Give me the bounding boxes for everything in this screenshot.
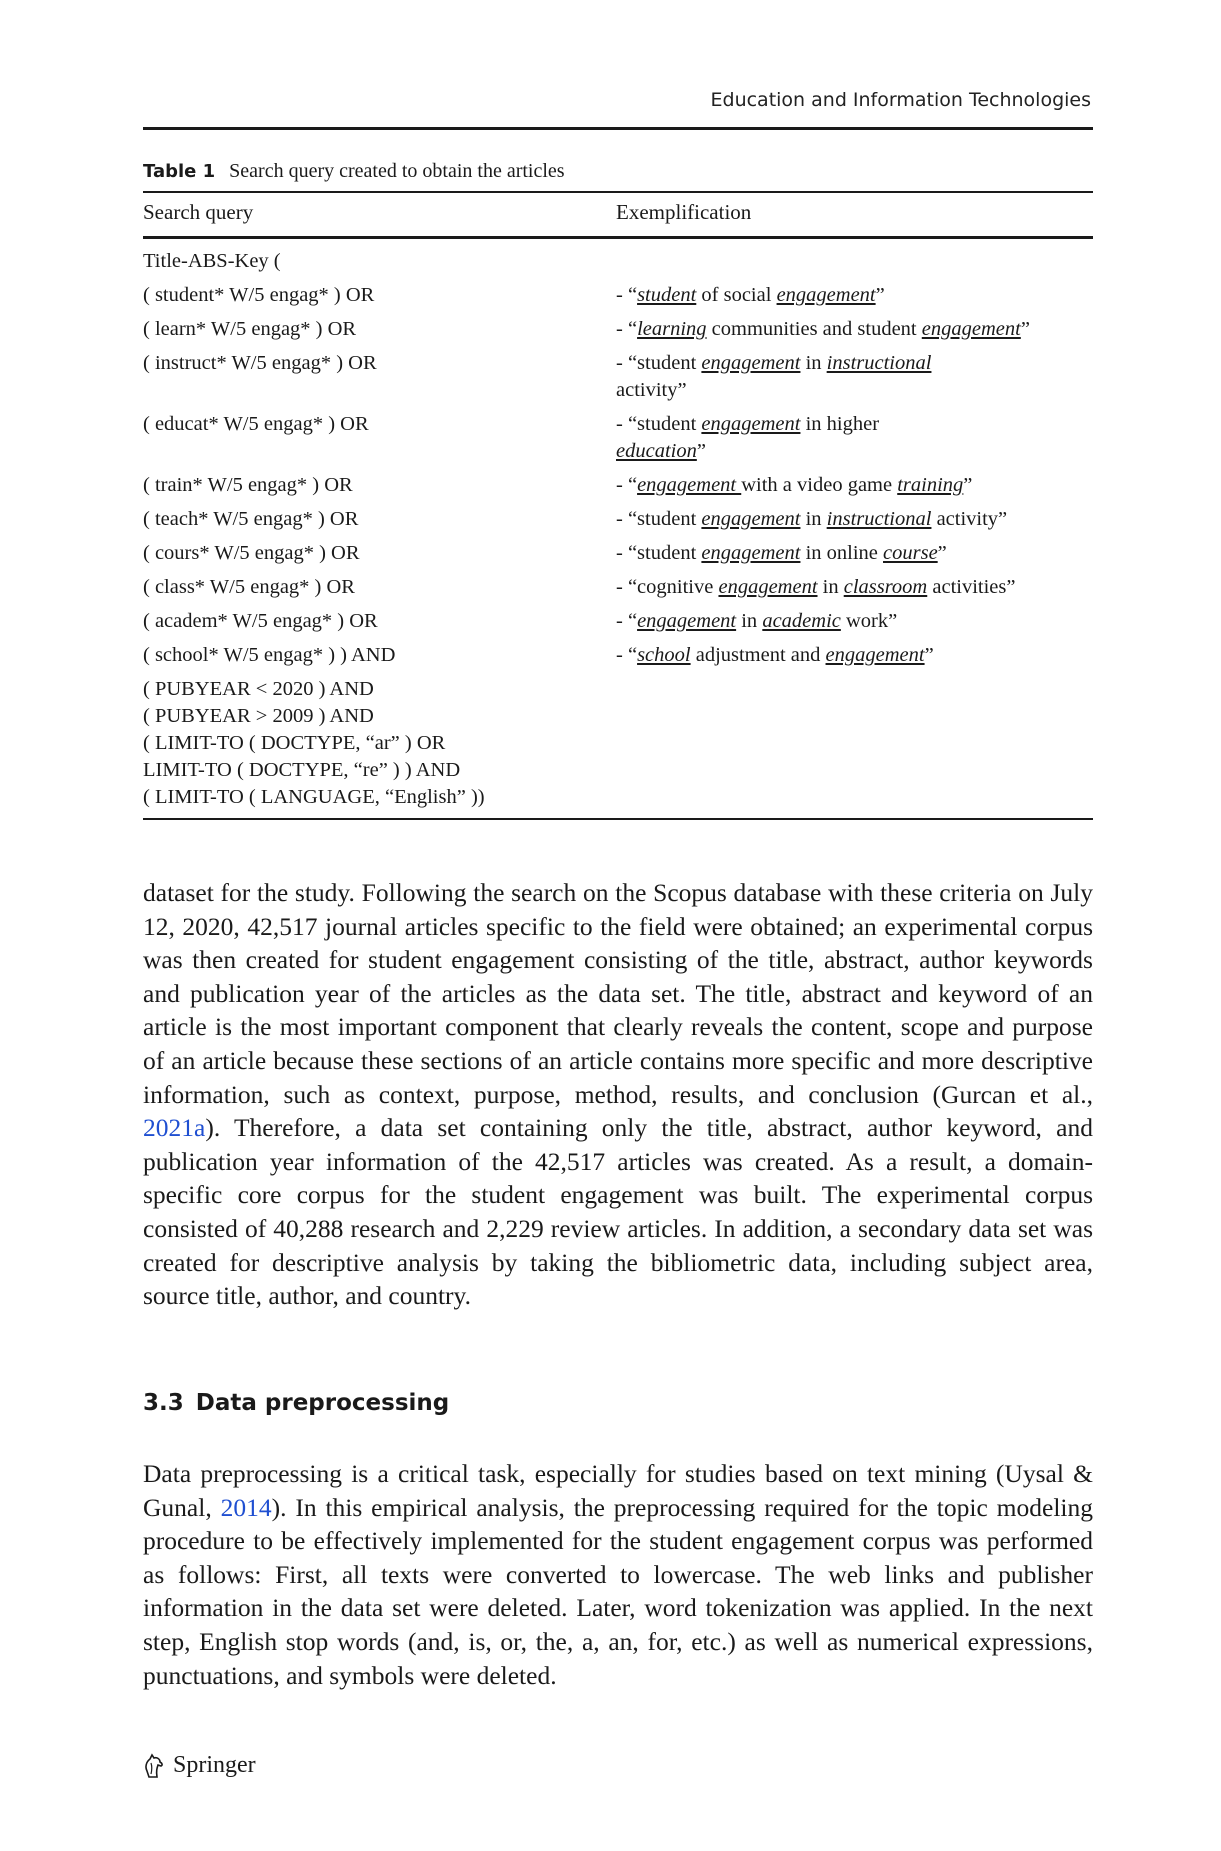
- springer-horse-icon: [143, 1753, 165, 1779]
- example-text: in: [736, 610, 763, 632]
- emphasized-term: engagement: [921, 318, 1021, 340]
- example-text: in: [800, 352, 827, 374]
- table-row: [143, 608, 1093, 635]
- example-text: - “student: [616, 508, 702, 530]
- table-row: [143, 248, 1093, 275]
- table-label: Table 1: [143, 161, 216, 182]
- search-query-cell: ( train* W/5 engag* ) OR: [143, 474, 353, 496]
- table-row: [143, 350, 1093, 404]
- paragraph-text: ). Therefore, a data set containing only the title, abstract, author keyword, and publication year information of the 42,517 articles was created. As a result, a domain-specific core corpus for the student engagement was built. The experimental corpus consisted of 40,288 research and 2,229 review articles. In addition, a secondary data set was created for descriptive analysis by taking the bibliometric data, including subject area, source title, author, and country.: [143, 1113, 1093, 1311]
- example-text: in higher: [805, 413, 880, 435]
- search-query-cell: ( learn* W/5 engag* ) OR: [143, 318, 357, 340]
- emphasized-term: engagement: [825, 644, 925, 666]
- example-text: ”: [924, 644, 934, 666]
- exemplification-cell: [616, 676, 1093, 811]
- example-text: ”: [1020, 318, 1030, 340]
- column-header-exemplification: Exemplification: [616, 200, 752, 224]
- search-query-cell: Title-ABS-Key (: [143, 250, 281, 272]
- body-paragraph: [143, 876, 1093, 1313]
- example-text: - “: [616, 318, 638, 340]
- example-text: - “: [616, 474, 638, 496]
- emphasized-term: school: [637, 644, 691, 666]
- example-text: ”: [963, 474, 973, 496]
- example-text: in: [800, 508, 827, 530]
- emphasized-term: course: [883, 542, 938, 564]
- example-text: - “cognitive: [616, 576, 719, 598]
- exemplification-cell: [616, 350, 1093, 404]
- table-header-rule: [143, 236, 1093, 239]
- example-text: - “: [616, 284, 638, 306]
- exemplification-cell: [616, 316, 1093, 343]
- table-row: [143, 642, 1093, 669]
- emphasized-term: instructional: [826, 352, 932, 374]
- table-body: [143, 248, 1093, 818]
- example-text: ”: [875, 284, 885, 306]
- table-row: [143, 506, 1093, 533]
- table-top-rule: [143, 191, 1093, 193]
- citation-link[interactable]: 2014: [220, 1492, 272, 1522]
- publisher-name: Springer: [173, 1752, 256, 1778]
- table-caption-text: Search query created to obtain the articles: [229, 160, 565, 182]
- exemplification-cell: [616, 574, 1093, 601]
- emphasized-term: engagement: [637, 474, 742, 496]
- example-text: ”: [937, 542, 947, 564]
- emphasized-term: engagement: [701, 542, 801, 564]
- search-query-cell: ( academ* W/5 engag* ) OR: [143, 610, 378, 632]
- running-head: Education and Information Technologies: [710, 89, 1091, 111]
- exemplification-cell: [616, 608, 1093, 635]
- table-row: [143, 316, 1093, 343]
- emphasized-term: engagement: [701, 508, 801, 530]
- table-row: [143, 472, 1093, 499]
- exemplification-cell: [616, 472, 1093, 499]
- example-text: communities and student: [706, 318, 922, 340]
- exemplification-cell: [616, 642, 1093, 669]
- example-text: in online: [800, 542, 884, 564]
- example-text: in: [817, 576, 844, 598]
- emphasized-term: engagement: [701, 413, 801, 435]
- emphasized-term: learning: [637, 318, 707, 340]
- search-query-cell: ( cours* W/5 engag* ) OR: [143, 542, 360, 564]
- emphasized-term: instructional: [826, 508, 932, 530]
- example-text: - “student: [616, 352, 702, 374]
- table-row: [143, 676, 1093, 811]
- exemplification-cell: [616, 411, 1093, 465]
- emphasized-term: student: [637, 284, 697, 306]
- section-title: Data preprocessing: [195, 1390, 450, 1416]
- example-text: work”: [840, 610, 898, 632]
- exemplification-cell: [616, 540, 1093, 567]
- example-text: ”: [696, 440, 706, 462]
- example-text: - “student: [616, 413, 702, 435]
- emphasized-term: training: [897, 474, 964, 496]
- emphasized-term: academic: [762, 610, 841, 632]
- table-row: [143, 282, 1093, 309]
- example-text: - “: [616, 644, 638, 666]
- search-query-cell: ( teach* W/5 engag* ) OR: [143, 508, 359, 530]
- paragraph-text: dataset for the study. Following the search on the Scopus database with these criteria on July 12, 2020, 42,517 journal articles specific to the field were obtained; an experimental corpus was then created for student engagement consisting of the title, abstract, author keywords and publication year of the articles as the data set. The title, abstract and keyword of an article is the most important component that clearly reveals the content, scope and purpose of an article because these sections of an article contains more specific and more descriptive information, such as context, purpose, method, results, and conclusion (Gurcan et al.,: [143, 878, 1093, 1109]
- table-row: [143, 411, 1093, 465]
- search-query-cell: ( instruct* W/5 engag* ) OR: [143, 352, 377, 374]
- search-query-cell: ( student* W/5 engag* ) OR: [143, 284, 375, 306]
- emphasized-term: engagement: [637, 610, 737, 632]
- example-text: - “: [616, 610, 638, 632]
- emphasized-term: engagement: [776, 284, 876, 306]
- example-text: adjustment and: [690, 644, 826, 666]
- column-header-search-query: Search query: [143, 200, 254, 224]
- example-text: of social: [696, 284, 777, 306]
- emphasized-term: education: [616, 440, 697, 462]
- table-bottom-rule: [143, 818, 1093, 820]
- example-text: activities”: [927, 576, 1016, 598]
- table-row: [143, 574, 1093, 601]
- exemplification-cell: [616, 282, 1093, 309]
- section-heading: [143, 1390, 449, 1416]
- example-text: - “student: [616, 542, 702, 564]
- exemplification-cell: [616, 506, 1093, 533]
- search-query-cell: ( educat* W/5 engag* ) OR: [143, 413, 369, 435]
- emphasized-term: classroom: [843, 576, 928, 598]
- table-caption: [143, 160, 565, 183]
- example-text: activity”: [616, 379, 687, 401]
- search-query-cell: ( school* W/5 engag* ) ) AND: [143, 644, 396, 666]
- example-text: activity”: [931, 508, 1008, 530]
- paragraph-text: Data preprocessing is a critical task, especially for studies based on text mining (Uysal & Gunal,: [143, 1459, 1093, 1522]
- paragraph-text: ). In this empirical analysis, the preprocessing required for the topic modeling procedure to be effectively implemented for the student engagement corpus was performed as follows: First, all texts were converted to lowercase. The web links and publisher information in the data set were deleted. Later, word tokenization was applied. In the next step, English stop words (and, is, or, the, a, an, for, etc.) as well as numerical expressions, punctuations, and symbols were deleted.: [143, 1492, 1093, 1690]
- table-row: [143, 540, 1093, 567]
- section-number: 3.3: [143, 1390, 184, 1416]
- search-query-cell: ( class* W/5 engag* ) OR: [143, 576, 355, 598]
- page-footer: [143, 1752, 256, 1779]
- search-query-cell: ( PUBYEAR < 2020 ) AND ( PUBYEAR > 2009 ) AND ( LIMIT-TO ( DOCTYPE, “ar” ) OR LIMIT-TO ( DOCTYPE, “re” ) ) AND ( LIMIT-TO ( LANGUAGE, “English” )): [143, 678, 485, 808]
- emphasized-term: engagement: [718, 576, 818, 598]
- example-text: with a video game: [741, 474, 898, 496]
- body-paragraph: [143, 1457, 1093, 1692]
- exemplification-cell: [616, 248, 1093, 275]
- citation-link[interactable]: 2021a: [143, 1113, 206, 1143]
- emphasized-term: engagement: [701, 352, 801, 374]
- header-rule: [143, 127, 1093, 130]
